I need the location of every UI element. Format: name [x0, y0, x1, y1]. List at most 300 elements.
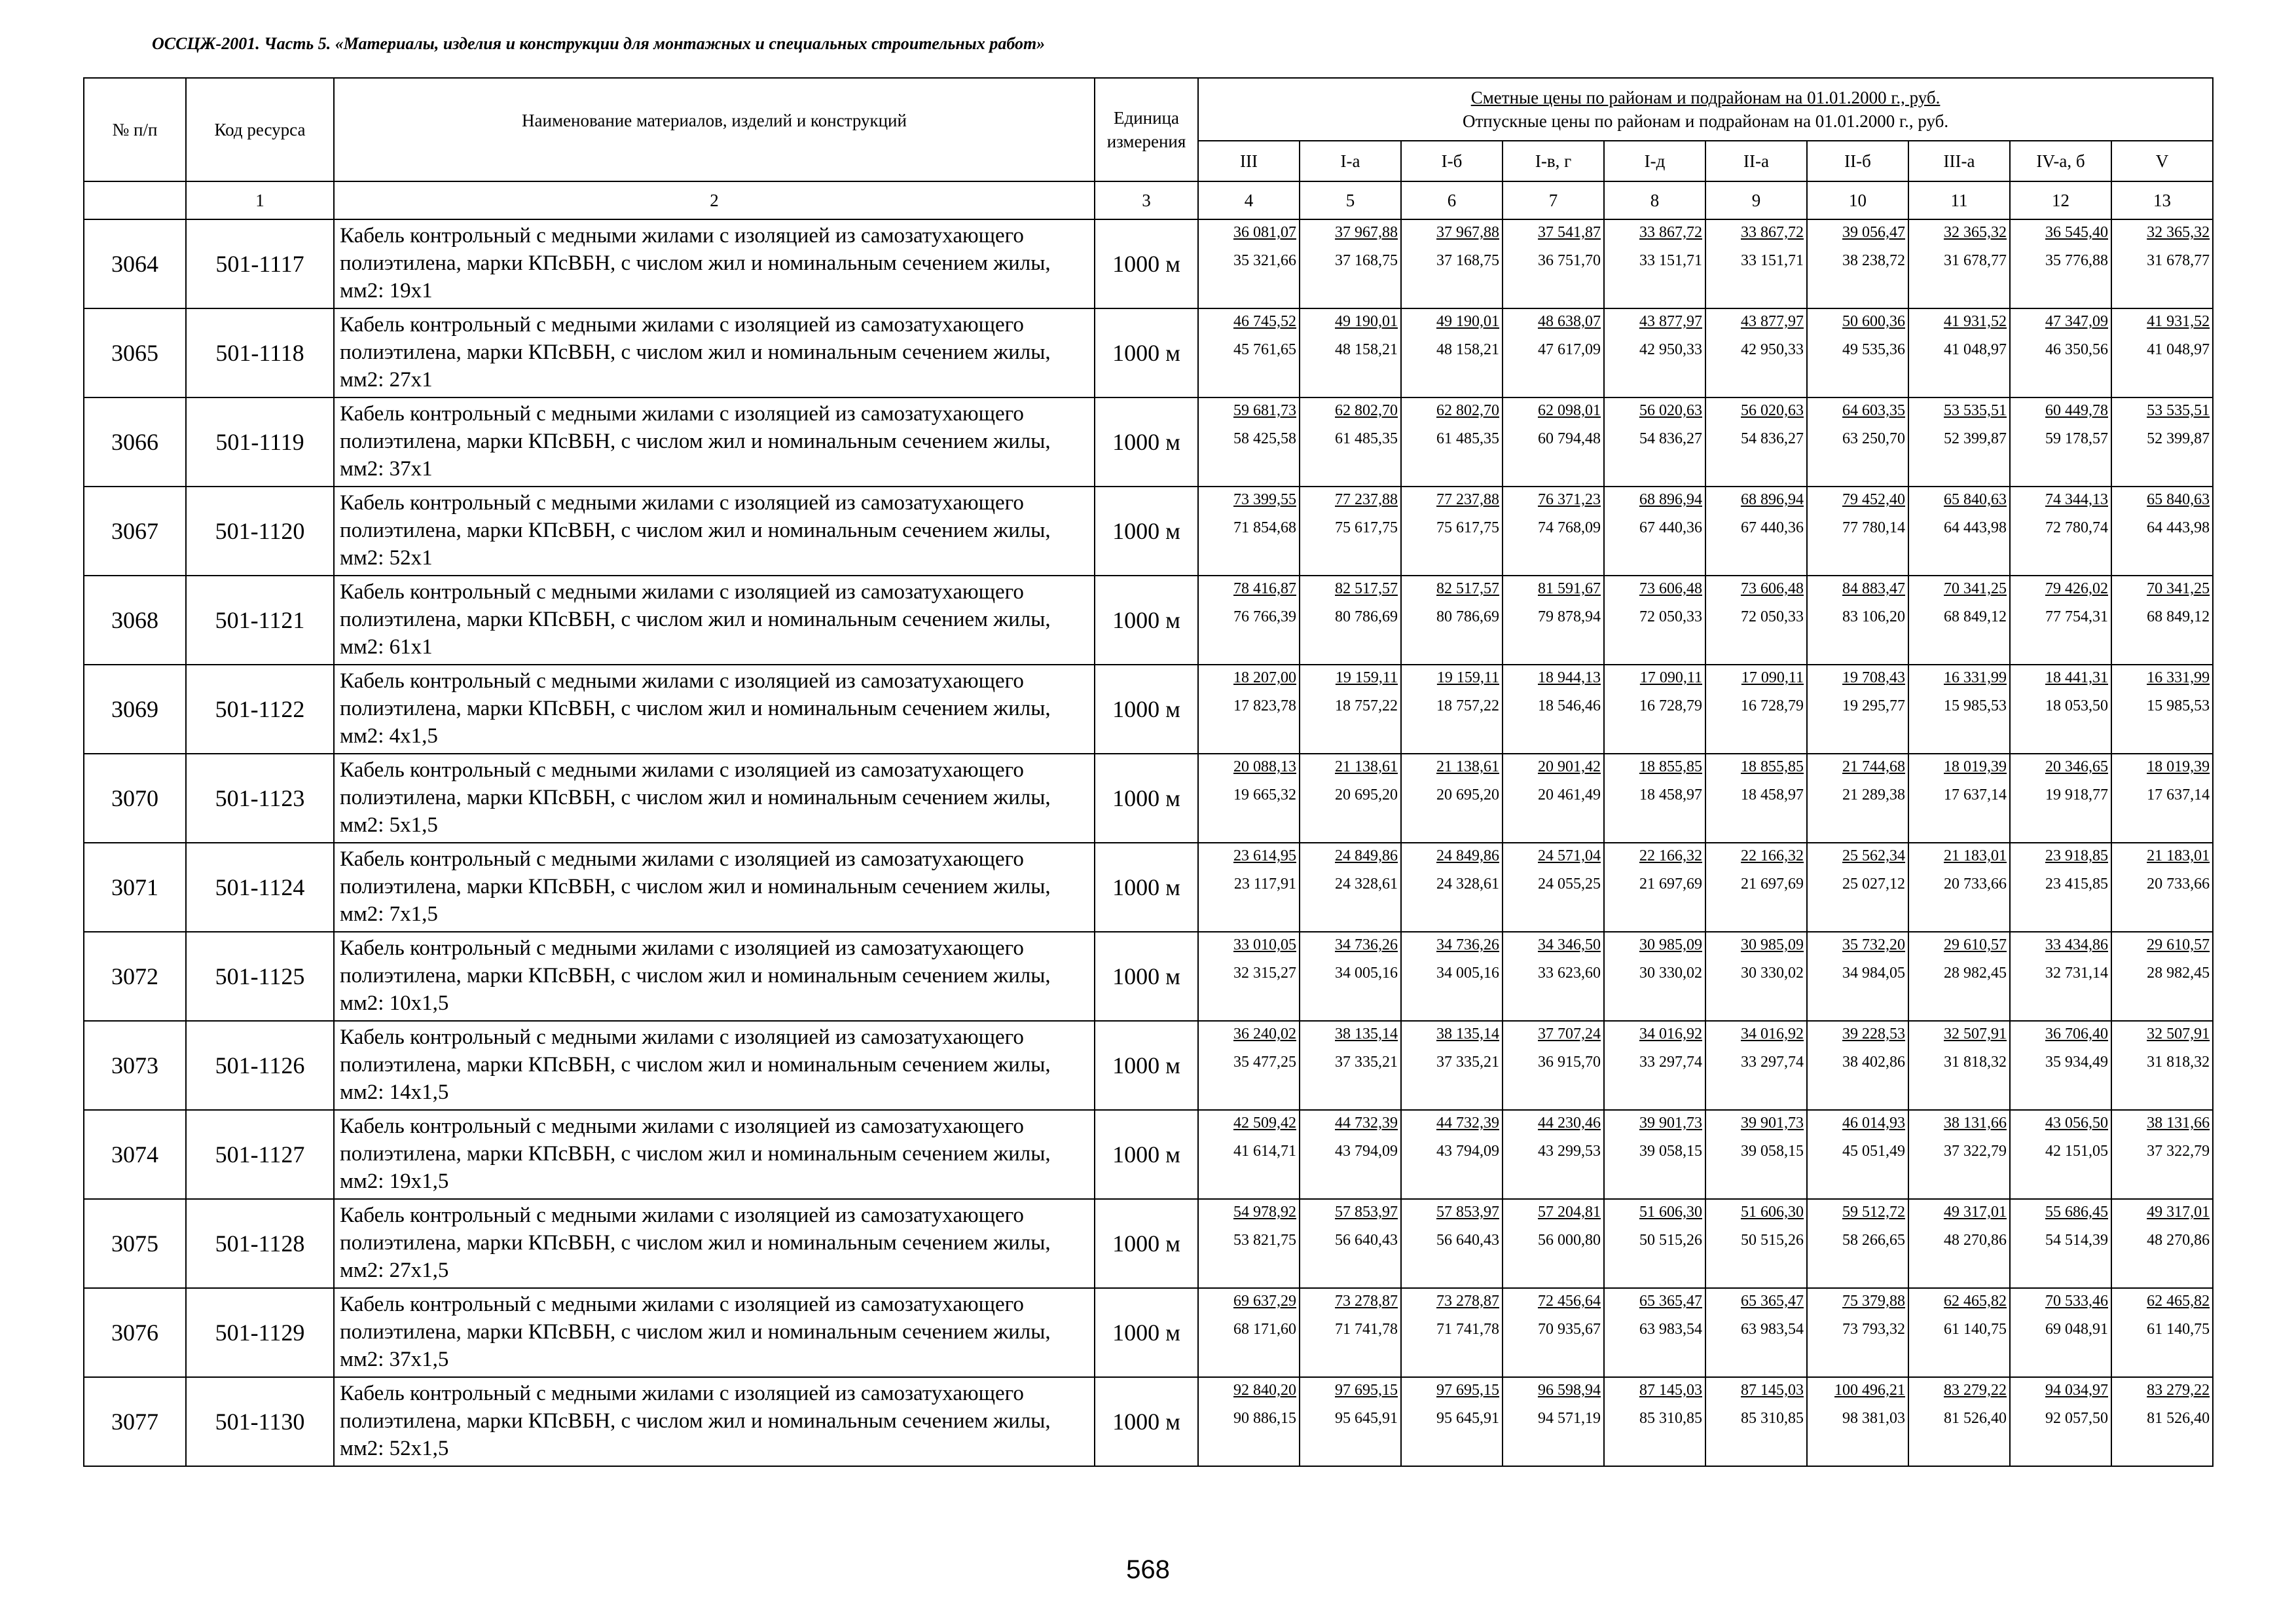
price-cell: [1604, 1199, 1705, 1288]
price-cell: [1908, 754, 2010, 843]
estimate-price: 87 145,03: [1639, 1382, 1702, 1399]
price-cell: [1300, 754, 1401, 843]
release-price: 52 399,87: [1944, 430, 2007, 448]
estimate-price: 46 014,93: [1842, 1115, 1905, 1132]
price-cell: [1807, 219, 1908, 308]
estimate-price: 18 855,85: [1741, 758, 1804, 775]
table-row: [84, 843, 2213, 932]
price-cell: [2010, 1377, 2111, 1466]
estimate-price: 24 849,86: [1335, 847, 1398, 864]
release-price: 74 768,09: [1538, 519, 1601, 537]
price-cell: [1807, 1110, 1908, 1199]
price-cell: [1807, 932, 1908, 1021]
page-number: 568: [1126, 1555, 1170, 1584]
price-cell: [1401, 576, 1503, 665]
release-price: 43 794,09: [1335, 1143, 1398, 1160]
release-price: 33 297,74: [1639, 1054, 1702, 1071]
estimate-price: 21 744,68: [1842, 758, 1905, 775]
column-number: 7: [1503, 181, 1604, 219]
estimate-price: 92 840,20: [1233, 1382, 1296, 1399]
estimate-price: 38 131,66: [1944, 1115, 2007, 1132]
estimate-price: 41 931,52: [1944, 313, 2007, 330]
estimate-price: 37 967,88: [1436, 224, 1499, 241]
price-cell: [1908, 1021, 2010, 1110]
price-cell: [1300, 1377, 1401, 1466]
price-cell: [2111, 665, 2213, 754]
estimate-price: 18 441,31: [2045, 669, 2108, 686]
row-number: 3071: [84, 843, 186, 932]
column-number: 12: [2010, 181, 2111, 219]
table-row: [84, 665, 2213, 754]
estimate-price: 34 736,26: [1436, 936, 1499, 953]
release-price: 39 058,15: [1741, 1143, 1804, 1160]
estimate-price: 32 507,91: [1944, 1025, 2007, 1043]
release-price: 70 935,67: [1538, 1321, 1601, 1338]
table-body: [84, 219, 2213, 1466]
price-cell: [2010, 1288, 2111, 1377]
estimate-price: 62 802,70: [1436, 402, 1499, 419]
release-price: 61 140,75: [1944, 1321, 2007, 1338]
release-price: 36 915,70: [1538, 1054, 1601, 1071]
price-cell: [1604, 308, 1705, 397]
estimate-price: 33 867,72: [1639, 224, 1702, 241]
release-price: 63 983,54: [1741, 1321, 1804, 1338]
release-price: 28 982,45: [1944, 965, 2007, 982]
release-price: 85 310,85: [1741, 1410, 1804, 1428]
release-price: 38 238,72: [1842, 252, 1905, 270]
estimate-price: 56 020,63: [1639, 402, 1702, 419]
row-number: 3072: [84, 932, 186, 1021]
estimate-price: 79 452,40: [1842, 491, 1905, 508]
release-price: 75 617,75: [1335, 519, 1398, 537]
estimate-price: 65 840,63: [2147, 491, 2210, 508]
material-name: Кабель контрольный с медными жилами с изоляцией из самозатухающего полиэтилена, марки КПсВБН, с числом жил и номинальным сечением жилы, мм2: 14х1,5: [334, 1021, 1095, 1110]
release-price: 56 000,80: [1538, 1232, 1601, 1249]
estimate-price: 75 379,88: [1842, 1293, 1905, 1310]
resource-code: 501-1125: [186, 932, 334, 1021]
estimate-price: 17 090,11: [1741, 669, 1804, 686]
release-price: 63 250,70: [1842, 430, 1905, 448]
release-price: 38 402,86: [1842, 1054, 1905, 1071]
release-price: 50 515,26: [1639, 1232, 1702, 1249]
price-cell: [1705, 932, 1807, 1021]
estimate-price: 44 732,39: [1436, 1115, 1499, 1132]
price-cell: [2010, 219, 2111, 308]
release-price: 83 106,20: [1842, 608, 1905, 626]
estimate-price: 59 681,73: [1233, 402, 1296, 419]
price-cell: [1705, 665, 1807, 754]
price-cell: [1604, 1288, 1705, 1377]
estimate-price: 24 849,86: [1436, 847, 1499, 864]
estimate-price: 65 365,47: [1741, 1293, 1804, 1310]
estimate-price: 62 098,01: [1538, 402, 1601, 419]
price-cell: [1604, 576, 1705, 665]
price-cell: [2010, 1021, 2111, 1110]
release-price: 92 057,50: [2045, 1410, 2108, 1428]
release-price: 77 780,14: [1842, 519, 1905, 537]
price-cell: [2111, 219, 2213, 308]
price-cell: [1503, 397, 1604, 487]
estimate-price: 44 230,46: [1538, 1115, 1601, 1132]
table-row: [84, 754, 2213, 843]
price-cell: [1705, 843, 1807, 932]
release-price: 37 168,75: [1436, 252, 1499, 270]
estimate-price: 50 600,36: [1842, 313, 1905, 330]
release-price: 52 399,87: [2147, 430, 2210, 448]
price-cell: [1503, 843, 1604, 932]
estimate-price: 53 535,51: [2147, 402, 2210, 419]
estimate-price: 32 507,91: [2147, 1025, 2210, 1043]
price-cell: [1401, 397, 1503, 487]
estimate-price: 46 745,52: [1233, 313, 1296, 330]
estimate-price: 54 978,92: [1233, 1204, 1296, 1221]
estimate-price: 19 159,11: [1335, 669, 1398, 686]
price-cell: [1705, 1021, 1807, 1110]
price-cell: [1807, 1021, 1908, 1110]
price-cell: [1401, 219, 1503, 308]
price-cell: [1198, 1199, 1300, 1288]
estimate-price: 83 279,22: [1944, 1382, 2007, 1399]
estimate-price: 37 541,87: [1538, 224, 1601, 241]
release-price: 63 983,54: [1639, 1321, 1702, 1338]
estimate-price: 24 571,04: [1538, 847, 1601, 864]
release-price: 35 776,88: [2045, 252, 2108, 270]
release-price: 34 005,16: [1436, 965, 1499, 982]
estimate-price: 23 614,95: [1233, 847, 1296, 864]
release-price: 15 985,53: [2147, 697, 2210, 715]
estimate-price: 60 449,78: [2045, 402, 2108, 419]
price-cell: [1198, 219, 1300, 308]
price-cell: [1198, 1288, 1300, 1377]
release-price: 72 780,74: [2045, 519, 2108, 537]
estimate-price: 43 056,50: [2045, 1115, 2108, 1132]
price-cell: [1503, 487, 1604, 576]
resource-code: 501-1129: [186, 1288, 334, 1377]
price-cell: [1300, 219, 1401, 308]
release-price: 35 477,25: [1233, 1054, 1296, 1071]
estimate-price: 29 610,57: [2147, 936, 2210, 953]
estimate-price: 33 434,86: [2045, 936, 2108, 953]
release-price: 75 617,75: [1436, 519, 1499, 537]
unit: 1000 м: [1095, 665, 1198, 754]
unit: 1000 м: [1095, 1377, 1198, 1466]
estimate-price: 22 166,32: [1639, 847, 1702, 864]
release-price: 16 728,79: [1741, 697, 1804, 715]
col-header-num: № п/п: [84, 78, 186, 181]
release-price: 24 328,61: [1436, 876, 1499, 893]
estimate-price: 57 853,97: [1436, 1204, 1499, 1221]
release-price: 42 950,33: [1639, 341, 1702, 359]
col-header-prices: [1198, 78, 2213, 141]
estimate-price: 49 190,01: [1335, 313, 1398, 330]
release-price: 30 330,02: [1639, 965, 1702, 982]
price-cell: [1908, 487, 2010, 576]
estimate-price: 77 237,88: [1436, 491, 1499, 508]
estimate-price: 49 317,01: [2147, 1204, 2210, 1221]
price-cell: [1300, 487, 1401, 576]
price-cell: [2010, 397, 2111, 487]
estimate-price: 70 341,25: [1944, 580, 2007, 597]
price-cell: [1503, 1377, 1604, 1466]
release-price: 95 645,91: [1436, 1410, 1499, 1428]
region-header: II-а: [1705, 141, 1807, 181]
estimate-price: 68 896,94: [1639, 491, 1702, 508]
price-cell: [1503, 665, 1604, 754]
row-number: 3070: [84, 754, 186, 843]
estimate-price: 34 346,50: [1538, 936, 1601, 953]
estimate-price: 51 606,30: [1741, 1204, 1804, 1221]
price-cell: [1198, 487, 1300, 576]
estimate-price: 30 985,09: [1741, 936, 1804, 953]
estimate-price: 72 456,64: [1538, 1293, 1601, 1310]
estimate-price: 21 183,01: [2147, 847, 2210, 864]
price-cell: [2010, 1110, 2111, 1199]
estimate-price: 39 901,73: [1741, 1115, 1804, 1132]
estimate-price: 34 016,92: [1741, 1025, 1804, 1043]
estimate-price: 94 034,97: [2045, 1382, 2108, 1399]
estimate-price: 20 088,13: [1233, 758, 1296, 775]
price-cell: [1198, 397, 1300, 487]
estimate-price: 33 867,72: [1741, 224, 1804, 241]
price-cell: [2010, 665, 2111, 754]
estimate-price: 55 686,45: [2045, 1204, 2108, 1221]
estimate-price: 34 736,26: [1335, 936, 1398, 953]
release-price: 68 171,60: [1233, 1321, 1296, 1338]
price-cell: [1300, 1021, 1401, 1110]
region-header: I-д: [1604, 141, 1705, 181]
release-price: 50 515,26: [1741, 1232, 1804, 1249]
release-price: 85 310,85: [1639, 1410, 1702, 1428]
release-price: 21 289,38: [1842, 786, 1905, 804]
estimate-price: 82 517,57: [1436, 580, 1499, 597]
estimate-price: 21 138,61: [1436, 758, 1499, 775]
price-cell: [2111, 932, 2213, 1021]
estimate-price: 30 985,09: [1639, 936, 1702, 953]
price-cell: [1908, 932, 2010, 1021]
estimate-price: 82 517,57: [1335, 580, 1398, 597]
release-price: 98 381,03: [1842, 1410, 1905, 1428]
price-cell: [1198, 932, 1300, 1021]
estimate-price: 65 840,63: [1944, 491, 2007, 508]
release-price: 16 728,79: [1639, 697, 1702, 715]
column-number: 10: [1807, 181, 1908, 219]
material-name: Кабель контрольный с медными жилами с изоляцией из самозатухающего полиэтилена, марки КПсВБН, с числом жил и номинальным сечением жилы, мм2: 19х1,5: [334, 1110, 1095, 1199]
estimate-price: 70 341,25: [2147, 580, 2210, 597]
column-number: 6: [1401, 181, 1503, 219]
price-cell: [1807, 665, 1908, 754]
resource-code: 501-1127: [186, 1110, 334, 1199]
estimate-price: 73 606,48: [1639, 580, 1702, 597]
material-name: Кабель контрольный с медными жилами с изоляцией из самозатухающего полиэтилена, марки КПсВБН, с числом жил и номинальным сечением жилы, мм2: 37х1: [334, 397, 1095, 487]
resource-code: 501-1117: [186, 219, 334, 308]
price-cell: [1503, 754, 1604, 843]
column-number: 5: [1300, 181, 1401, 219]
release-price: 72 050,33: [1741, 608, 1804, 626]
price-cell: [1705, 1377, 1807, 1466]
price-cell: [1705, 1288, 1807, 1377]
unit: 1000 м: [1095, 397, 1198, 487]
region-header: I-б: [1401, 141, 1503, 181]
unit: 1000 м: [1095, 1110, 1198, 1199]
release-price: 42 151,05: [2045, 1143, 2108, 1160]
estimate-price: 87 145,03: [1741, 1382, 1804, 1399]
table-row: [84, 1288, 2213, 1377]
resource-code: 501-1122: [186, 665, 334, 754]
release-price: 19 665,32: [1233, 786, 1296, 804]
price-cell: [1807, 754, 1908, 843]
release-price: 20 695,20: [1436, 786, 1499, 804]
estimate-price: 76 371,23: [1538, 491, 1601, 508]
estimate-price: 22 166,32: [1741, 847, 1804, 864]
release-price: 76 766,39: [1233, 608, 1296, 626]
release-price: 33 151,71: [1741, 252, 1804, 270]
price-cell: [1807, 487, 1908, 576]
estimate-price: 78 416,87: [1233, 580, 1296, 597]
estimate-price: 84 883,47: [1842, 580, 1905, 597]
release-price: 58 425,58: [1233, 430, 1296, 448]
price-cell: [1807, 397, 1908, 487]
release-price: 60 794,48: [1538, 430, 1601, 448]
material-name: Кабель контрольный с медными жилами с изоляцией из самозатухающего полиэтилена, марки КПсВБН, с числом жил и номинальным сечением жилы, мм2: 61х1: [334, 576, 1095, 665]
price-cell: [1705, 754, 1807, 843]
release-price: 59 178,57: [2045, 430, 2108, 448]
estimate-price: 49 317,01: [1944, 1204, 2007, 1221]
release-price: 31 818,32: [1944, 1054, 2007, 1071]
price-cell: [1300, 308, 1401, 397]
region-header: II-б: [1807, 141, 1908, 181]
column-number: 1: [186, 181, 334, 219]
price-cell: [1503, 1110, 1604, 1199]
prices-title: Сметные цены по районам и подрайонам на 01.01.2000 г., руб.: [1470, 87, 1941, 107]
release-price: 34 005,16: [1335, 965, 1398, 982]
estimate-price: 36 240,02: [1233, 1025, 1296, 1043]
row-number: 3066: [84, 397, 186, 487]
release-price: 81 526,40: [2147, 1410, 2210, 1428]
price-cell: [1401, 932, 1503, 1021]
price-cell: [1807, 843, 1908, 932]
release-price: 53 821,75: [1233, 1232, 1296, 1249]
release-price: 68 849,12: [2147, 608, 2210, 626]
estimate-price: 39 228,53: [1842, 1025, 1905, 1043]
release-price: 24 055,25: [1538, 876, 1601, 893]
release-price: 41 048,97: [2147, 341, 2210, 359]
region-header: IV-а, б: [2010, 141, 2111, 181]
release-price: 48 158,21: [1335, 341, 1398, 359]
release-price: 36 751,70: [1538, 252, 1601, 270]
table-row: [84, 1199, 2213, 1288]
estimate-price: 17 090,11: [1639, 669, 1702, 686]
estimate-price: 73 399,55: [1233, 491, 1296, 508]
price-cell: [1908, 308, 2010, 397]
estimate-price: 42 509,42: [1233, 1115, 1296, 1132]
release-price: 72 050,33: [1639, 608, 1702, 626]
price-cell: [1807, 1288, 1908, 1377]
price-cell: [1604, 397, 1705, 487]
release-price: 31 678,77: [2147, 252, 2210, 270]
release-price: 30 330,02: [1741, 965, 1804, 982]
col-header-code: Код ресурса: [186, 78, 334, 181]
estimate-price: 79 426,02: [2045, 580, 2108, 597]
row-number: 3065: [84, 308, 186, 397]
release-price: 67 440,36: [1639, 519, 1702, 537]
estimate-price: 69 637,29: [1233, 1293, 1296, 1310]
release-price: 54 836,27: [1741, 430, 1804, 448]
col-header-name: Наименование материалов, изделий и конструкций: [334, 78, 1095, 181]
price-cell: [2010, 1199, 2111, 1288]
release-price: 25 027,12: [1842, 876, 1905, 893]
release-price: 19 918,77: [2045, 786, 2108, 804]
region-header: III-а: [1908, 141, 2010, 181]
estimate-price: 16 331,99: [1944, 669, 2007, 686]
resource-code: 501-1126: [186, 1021, 334, 1110]
release-price: 48 158,21: [1436, 341, 1499, 359]
price-cell: [1908, 665, 2010, 754]
estimate-price: 38 135,14: [1436, 1025, 1499, 1043]
estimate-price: 32 365,32: [2147, 224, 2210, 241]
column-number: [84, 181, 186, 219]
release-price: 46 350,56: [2045, 341, 2108, 359]
unit: 1000 м: [1095, 487, 1198, 576]
estimate-price: 36 545,40: [2045, 224, 2108, 241]
estimate-price: 44 732,39: [1335, 1115, 1398, 1132]
estimate-price: 47 347,09: [2045, 313, 2108, 330]
estimate-price: 18 019,39: [2147, 758, 2210, 775]
estimate-price: 38 135,14: [1335, 1025, 1398, 1043]
estimate-price: 57 204,81: [1538, 1204, 1601, 1221]
release-price: 37 335,21: [1335, 1054, 1398, 1071]
price-cell: [1198, 576, 1300, 665]
column-number: 13: [2111, 181, 2213, 219]
release-price: 45 051,49: [1842, 1143, 1905, 1160]
release-price: 34 984,05: [1842, 965, 1905, 982]
estimate-price: 43 877,97: [1741, 313, 1804, 330]
price-cell: [1908, 1110, 2010, 1199]
price-cell: [2111, 1288, 2213, 1377]
release-price: 21 697,69: [1741, 876, 1804, 893]
release-price: 18 053,50: [2045, 697, 2108, 715]
price-cell: [1503, 308, 1604, 397]
price-cell: [2010, 487, 2111, 576]
material-name: Кабель контрольный с медными жилами с изоляцией из самозатухающего полиэтилена, марки КПсВБН, с числом жил и номинальным сечением жилы, мм2: 7х1,5: [334, 843, 1095, 932]
release-price: 94 571,19: [1538, 1410, 1601, 1428]
price-cell: [1705, 1199, 1807, 1288]
unit: 1000 м: [1095, 1021, 1198, 1110]
price-cell: [1705, 576, 1807, 665]
release-price: 20 461,49: [1538, 786, 1601, 804]
price-cell: [2111, 1377, 2213, 1466]
estimate-price: 21 183,01: [1944, 847, 2007, 864]
price-cell: [1198, 843, 1300, 932]
estimate-price: 29 610,57: [1944, 936, 2007, 953]
estimate-price: 51 606,30: [1639, 1204, 1702, 1221]
price-cell: [1300, 843, 1401, 932]
price-cell: [2010, 843, 2111, 932]
estimate-price: 20 901,42: [1538, 758, 1601, 775]
price-cell: [1401, 1288, 1503, 1377]
price-cell: [1198, 1377, 1300, 1466]
release-price: 17 637,14: [2147, 786, 2210, 804]
release-price: 71 741,78: [1335, 1321, 1398, 1338]
release-price: 28 982,45: [2147, 965, 2210, 982]
price-cell: [1401, 1199, 1503, 1288]
price-cell: [1300, 1110, 1401, 1199]
estimate-price: 73 278,87: [1335, 1293, 1398, 1310]
price-cell: [1300, 1199, 1401, 1288]
price-cell: [1807, 308, 1908, 397]
release-price: 81 526,40: [1944, 1410, 2007, 1428]
table-row: [84, 1110, 2213, 1199]
prices-subtitle: Отпускные цены по районам и подрайонам на 01.01.2000 г., руб.: [1462, 111, 1949, 131]
